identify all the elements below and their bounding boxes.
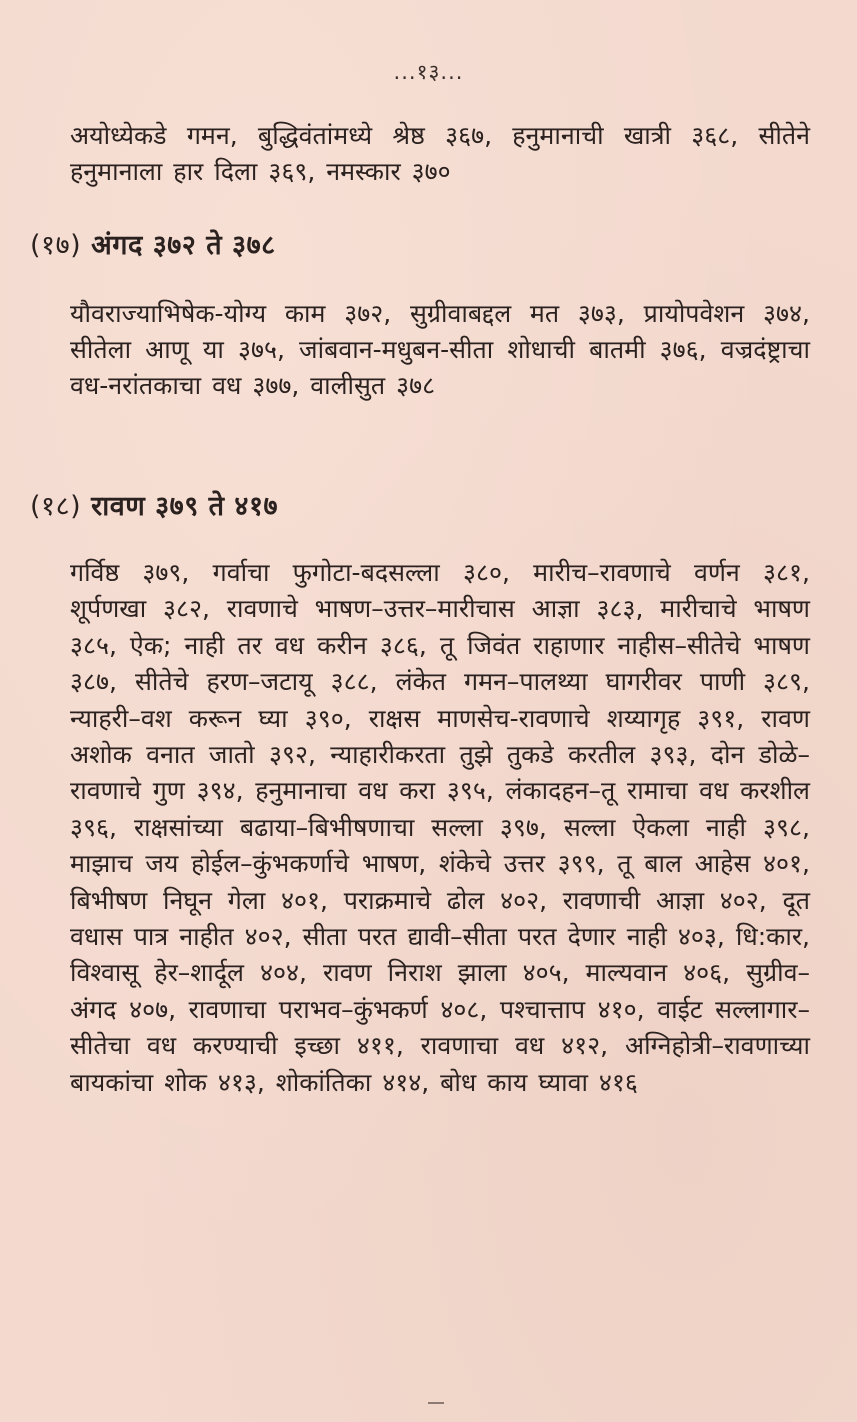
section-heading-17 [30,225,276,262]
section-title: अंगद ३७२ ते ३७८ [91,230,276,261]
section-number: (१७) [30,230,82,261]
footer-mark [428,1402,444,1404]
section-heading-18 [30,486,278,523]
page-number: ...१३... [393,60,464,84]
section-title: रावण ३७९ ते ४१७ [91,491,279,522]
section-number: (१८) [30,491,82,522]
intro-paragraph: अयोध्येकडे गमन, बुद्धिवंतांमध्ये श्रेष्ठ ३६७, हनुमानाची खात्री ३६८, सीतेने हनुमानाला हार दिला ३६९, नमस्कार ३७० [70,121,810,187]
section-paragraph-18: गर्विष्ठ ३७९, गर्वाचा फुगोटा-बदसल्ला ३८०, मारीच–रावणाचे वर्णन ३८१, शूर्पणखा ३८२, रावणाचे भाषण–उत्तर–मारीचास आज्ञा ३८३, मारीचाचे भाषण ३८५, ऐक; नाही तर वध करीन ३८६, तू जिवंत राहाणार नाहीस–सीतेचे भाषण ३८७, सीतेचे हरण–जटायू ३८८, लंकेत गमन–पालथ्या घागरीवर पाणी ३८९, न्याहरी–वश करून घ्या ३९०, राक्षस माणसेच-रावणाचे शय्यागृह ३९१, रावण अशोक वनात जातो ३९२, न्याहारीकरता तुझे तुकडे करतील ३९३, दोन डोळे–रावणाचे गुण ३९४, हनुमानाचा वध करा ३९५, लंकादहन–तू रामाचा वध करशील ३९६, राक्षसांच्या बढाया–बिभीषणाचा सल्ला ३९७, सल्ला ऐकला नाही ३९८, माझाच जय होईल–कुंभकर्णाचे भाषण, शंकेचे उत्तर ३९९, तू बाल आहेस ४०१, बिभीषण निघून गेला ४०१, पराक्रमाचे ढोल ४०२, रावणाची आज्ञा ४०२, दूत वधास पात्र नाहीत ४०२, सीता परत द्यावी–सीता परत देणार नाही ४०३, धि:कार, विश्वासू हेर–शार्दूल ४०४, रावण निराश झाला ४०५, माल्यवान ४०६, सुग्रीव–अंगद ४०७, रावणाचा पराभव–कुंभकर्ण ४०८, पश्चात्ताप ४१०, वाईट सल्लागार–सीतेचा वध करण्याची इच्छा ४११, रावणाचा वध ४१२, अग्निहोत्री–रावणाच्या बायकांचा शोक ४१३, शोकांतिका ४१४, बोध काय घ्यावा ४१६ [70,558,810,1097]
section-paragraph-17: यौवराज्याभिषेक-योग्य काम ३७२, सुग्रीवाबद्दल मत ३७३, प्रायोपवेशन ३७४, सीतेला आणू या ३७५, जांबवान-मधुबन-सीता शोधाची बातमी ३७६, वज्रदंष्ट्राचा वध-नरांतकाचा वध ३७७, वालीसुत ३७८ [70,299,810,401]
